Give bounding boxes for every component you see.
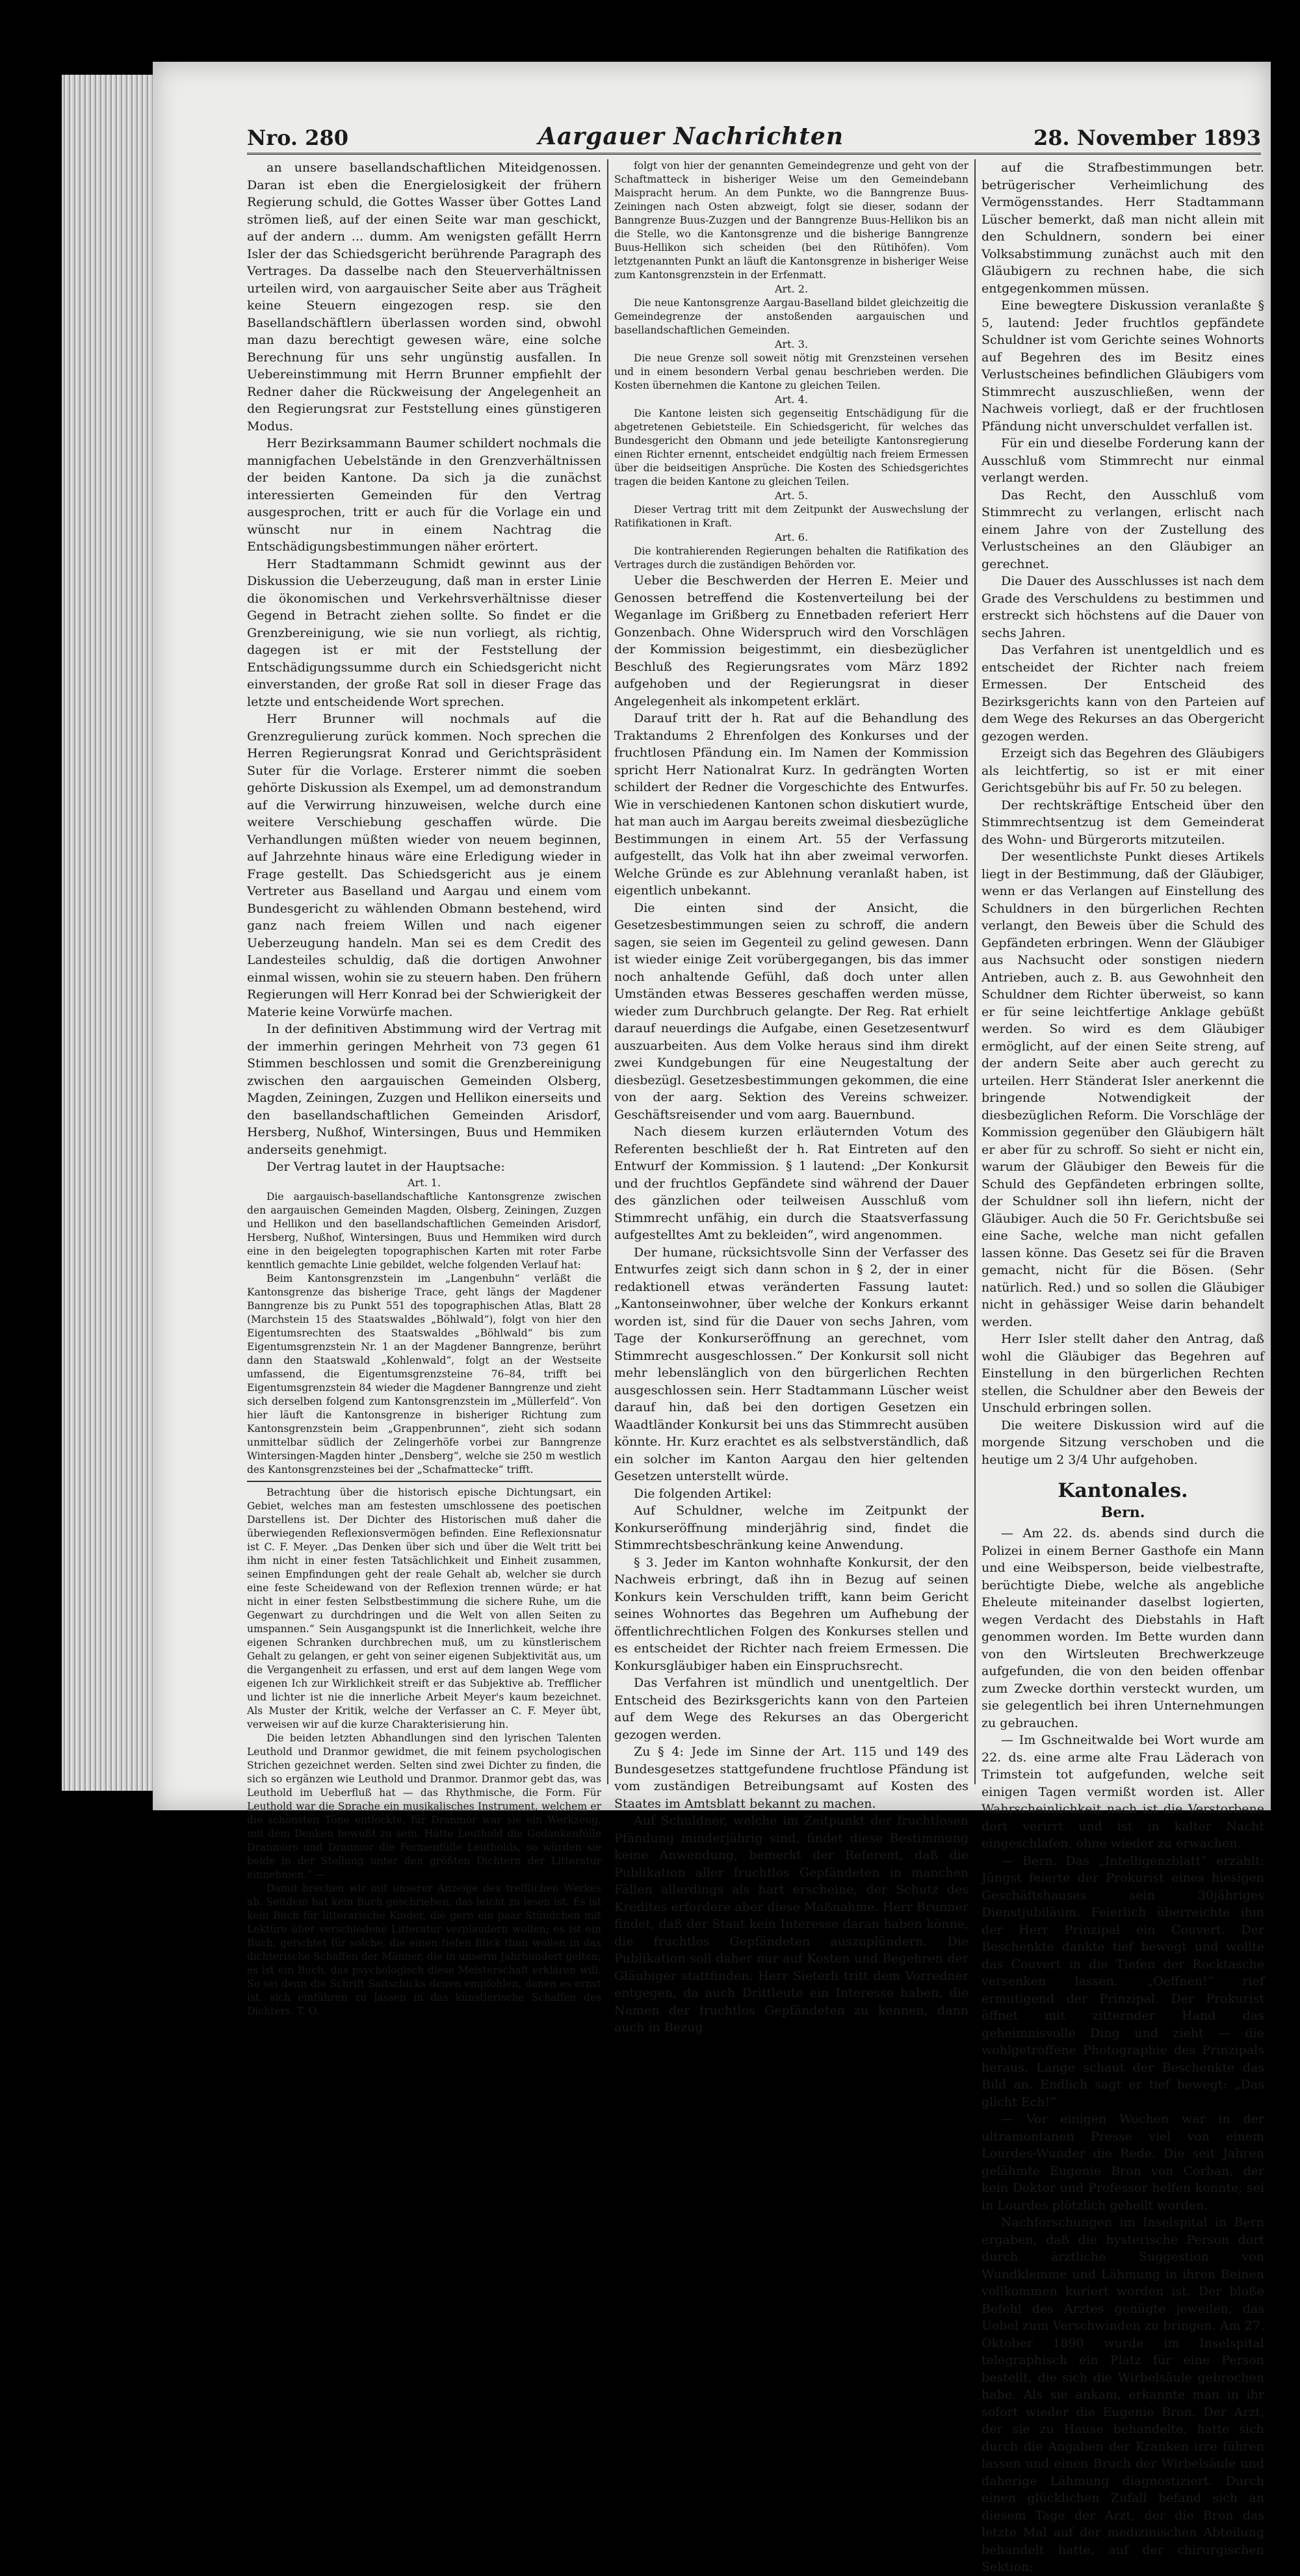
article-text: Die neue Kantonsgrenze Aargau-Baselland bildet gleichzeitig die Gemeindegrenze der anstoßenden aargauischen und basellandschaftlichen Gemeinden.: [614, 297, 968, 336]
treaty-paragraph: Beim Kantonsgrenzstein im „Langenbuhn“ verläßt die Kantonsgrenze das bisherige Trace, geht längs der Magdener Banngrenze bis zu Punkt 551 des topographischen Atlas, Blatt 28 (Marchstein 15 des Staatswaldes „Böhlwald“), folgt von hier den Eigentumsrechten des Staatswaldes „Böhlwald“ bis zum Eigentumsgrenzstein Nr. 1 an der Magdener Banngrenze, berührt dann den Staatswald „Kohlenwald“, folgt an der Westseite umfassend, die Eigentumsgrenzsteine 76–84, trifft bei Eigentumsgrenzstein 84 wieder die Magdener Banngrenze und zieht sich derselben folgend zum Kantonsgrenzstein im „Müllerfeld“. Von hier läuft die Kantonsgrenze in bisheriger Richtung zum Kantonsgrenzstein beim „Grappenbrunnen“, zieht sich sodann unmittelbar südlich der Zelingerhöfe vorbei zur Banngrenze Wintersingen-Magden hinter „Densberg“, welche sie 250 m westlich des Kantonsgrenzsteines bei der „Schafmattecke“ trifft.: [247, 1272, 601, 1476]
paragraph: Herr Bezirksammann Baumer schildert nochmals die mannigfachen Uebelstände in den Grenzverhältnissen der beiden Kantone. Da sich ja die zunächst interessierten Gemeinden für den Vertrag ausgesprochen, tritt er auch für die Vorlage ein und wünscht nur in einem Nachtrag die Entschädigungsbestimmungen näher erörtert.: [247, 436, 601, 554]
paragraph: Herr Brunner will nochmals auf die Grenzregulierung zurück kommen. Noch sprechen die Herren Regierungsrat Konrad und Gerichtspräsident Suter für die Vorlage. Ersterer nimmt die soeben gehörte Diskussion als Exempel, um ad demonstrandum auf die Verwirrung hinzuweisen, welche durch eine weitere Verschiebung geschaffen würde. Die Verhandlungen müßten wieder von neuem beginnen, auf Jahrzehnte hinaus wäre eine Erledigung wieder in Frage gestellt. Das Schiedsgericht aus je einem Vertreter aus Baselland und Aargau und einem vom Bundesgericht zu wählenden Obmann bestehend, wird ganz nach freiem Willen und nach eigener Ueberzeugung handeln. Man sei es dem Credit des Landesteiles schuldig, daß die dortigen Anwohner einmal wissen, wohin sie zu steuern haben. Den frühern Regierungen will Herr Konrad bei der Schwierigkeit der Materie keine Vorwürfe machen.: [247, 712, 601, 1019]
page-header: [247, 120, 1261, 155]
subsection-heading: Bern.: [1100, 1503, 1145, 1521]
feuilleton-paragraph: Betrachtung über die historisch epische Dichtungsart, ein Gebiet, welches man am festesten umschlossene des poetischen Darstellens ist. Der Dichter des Historischen muß daher die überwiegenden Reflexionsvermögen befinden. Eine Reflexionsnatur ist C. F. Meyer. „Das Denken über sich und über die Welt tritt bei ihm nicht in einer festen Tatsächlichkeit und Einheit zusammen, seinen Empfindungen geht der reale Gehalt ab, welcher sie durch eine feste Scheidewand von der Reflexion trennen würde; er hat nicht in einer festen Selbstbestimmung die sichere Ruhe, um die Gegenwart zu durchdringen und die Welt von allen Seiten zu umspannen.“ Sein Ausgangspunkt ist die Innerlichkeit, welche ihre eigenen Schranken durchbrechen muß, um zu künstlerischem Gehalt zu gelangen, er geht von seiner eigenen Subjektivität aus, um die Vergangenheit zu erfassen, und erst auf dem langen Wege vom eigenen Ich zur Wirklichkeit streift er das Subjektive ab. Trefflicher und lichter ist nie die innerliche Arbeit Meyer's kaum bezeichnet. Als Muster der Kritik, welche der Verfasser an C. F. Meyer übt, verweisen wir auf die kurze Charakterisierung hin.: [247, 1486, 601, 1730]
paragraph: Eine bewegtere Diskussion veranlaßte § 5, lautend: Jeder fruchtlos gepfändete Schuldner ist vom Gerichte seines Wohnorts auf Begehren des im Besitz eines Verlustscheines befindlichen Gläubigers vom Stimmrecht auszuschließen, wenn der Nachweis vorliegt, daß er der fruchtlosen Pfändung nicht unverschuldet verfallen ist.: [982, 298, 1264, 434]
paragraph: Das Verfahren ist unentgeldlich und es entscheidet der Richter nach freiem Ermessen. Der Entscheid des Bezirksgerichts kann von den Parteien auf dem Wege des Rekurses an das Obergericht gezogen werden.: [982, 643, 1264, 744]
paragraph: Der humane, rücksichtsvolle Sinn der Verfasser des Entwurfes zeigt sich dann schon in § 2, der in einer redaktionell etwas veränderten Fassung lautet: „Kantonseinwohner, über welche der Konkurs erkannt worden ist, sind für die Dauer von sechs Jahren, vom Tage der Konkurseröffnung an gerechnet, vom Stimmrecht ausgeschlossen.“ Der Konkursit soll nicht mehr lebenslänglich von den bürgerlichen Rechten ausgeschlossen sein. Herr Stadtammann Lüscher weist darauf hin, daß bei den dortigen Gesetzen ein Waadtländer Konkursit bei uns das Stimmrecht ausüben könnte. Hr. Kurz erachtet es als selbstverständlich, daß ein solcher im Kanton Aargau den hier geltenden Gesetzen unterstellt würde.: [614, 1245, 968, 1483]
news-item: Nachforschungen im Inselspital in Bern ergaben, daß die hysterische Person dort durch ärztliche Suggestion von Wundklemme und Lähmung in ihren Beinen vollkommen kuriert worden ist. Der bloße Befehl des Arztes genügte jeweilen, das Uebel zum Verschwinden zu bringen. Am 27. Oktober 1890 wurde im Inselspital telegraphisch ein Platz für eine Person bestellt, die sich die Wirbelsäule gebrochen habe. Als sie ankam, erkannte man in ihr sofort wieder die Eugenie Bron. Der Arzt, der sie zu Hause behandelte, hatte sich durch die Angaben der Kranken irre führen lassen und einen Bruch der Wirbelsäule und daherige Lähmung diagnostiziert. Durch einen glücklichen Zufall befand sich an diesem Tage der Arzt, der die Bron das letzte Mal auf der medizinischen Abteilung behandelt hatte, auf der chirurgischen Sektion;: [982, 2215, 1264, 2574]
news-item: — Vor einigen Wochen war in der ultramontanen Presse viel von einem Lourdes-Wunder die Rede. Die seit Jahren gelähmte Eugenie Bron von Corban, der kein Doktor und Professor helfen konnte, sei in Lourdes plötzlich geheilt worden.: [982, 2112, 1264, 2213]
paragraph: Für ein und dieselbe Forderung kann der Ausschluß vom Stimmrecht nur einmal verlangt werden.: [982, 436, 1264, 485]
paragraph: Die Dauer des Ausschlusses ist nach dem Grade des Verschuldens zu bestimmen und erstreckt sich höchstens auf die Dauer von sechs Jahren.: [982, 574, 1264, 640]
paragraph: Die folgenden Artikel:: [634, 1486, 772, 1501]
paragraph: Auf Schuldner, welche im Zeitpunkt der fruchtlosen Pfändung minderjährig sind, findet diese Bestimmung keine Anwendung, bemerkt der Referent, daß die Publikation aller fruchtlos Gepfändeten in manchen Fällen allerdings als hart erscheine, der Schutz des Kredites erfordere aber diese Maßnahme. Herr Brunner findet, daß der Staat kein Interesse daran haben könne, die fruchtlos Gepfändeten auszuplündern. Die Publikation soll daher nur auf Kosten und Begehren der Gläubiger stattfinden. Herr Sieterli tritt dem Vorredner entgegen, da auch Drittleute ein Interesse haben, die Namen der fruchtlos Gepfändeten zu kennen, dann auch in Bezug: [614, 1814, 968, 2035]
paragraph: auf die Strafbestimmungen betr. betrügerischer Verheimlichung des Vermögensstandes. Herr Stadtammann Lüscher bemerkt, daß man nicht allein mit den Schuldnern, sondern bei einer Volksabstimmung zunächst auch mit den Gläubigern zu rechnen habe, die sich entgegenkommen müssen.: [982, 161, 1264, 296]
paragraph: Ueber die Beschwerden der Herren E. Meier und Genossen betreffend die Kostenverteilung bei der Weganlage im Grißberg zu Ennetbaden referiert Herr Gonzenbach. Ohne Widerspruch wird den Vorschlägen der Kommission beigestimmt, ein diesbezüglicher Beschluß des Regierungsrates vom März 1892 aufgehoben und der Regierungsrat in dieser Angelegenheit als inkompetent erklärt.: [614, 573, 968, 709]
paragraph: Herr Stadtammann Schmidt gewinnt aus der Diskussion die Ueberzeugung, daß man in erster Linie die ökonomischen und Verkehrsverhältnisse dieser Gegend in Betracht ziehen sollte. So findet er die Grenzbereinigung, wie sie nun vorliegt, als richtig, dagegen ist er mit der Feststellung der Entschädigungssumme durch ein Schiedsgericht nicht einverstanden, der große Rat soll in dieser Frage das letzte und entscheidende Wort sprechen.: [247, 556, 601, 709]
article-heading: Art. 5.: [774, 489, 809, 502]
article-text: Die Kantone leisten sich gegenseitig Entschädigung für die abgetretenen Gebietsteile. Ein Schiedsgericht, für welches das Bundesgericht den Obmann und jede beteiligte Kantonsregierung einen Richter ernennt, entscheidet endgültig nach freiem Ermessen über die beidseitigen Ansprüche. Die Kosten des Schiedsgerichtes tragen die beiden Kantone zu gleichen Teilen.: [614, 408, 968, 488]
article-text: Die kontrahierenden Regierungen behalten die Ratifikation des Vertrages durch die zuständigen Behörden vor.: [614, 545, 968, 571]
news-item: — Am 22. ds. abends sind durch die Polizei in einem Berner Gasthofe ein Mann und eine Weibsperson, beide vielbestrafte, berüchtigte Diebe, welche als angebliche Eheleute miteinander daselbst logierten, wegen Verdacht des Diebstahls in Haft genommen worden. Im Bette wurden dann von den Wirtsleuten Brechwerkzeuge aufgefunden, die von den beiden offenbar zum Zwecke dorthin versteckt wurden, um sie gelegentlich bei ihren Unternehmungen zu gebrauchen.: [982, 1526, 1264, 1730]
treaty-paragraph: Die aargauisch-basellandschaftliche Kantonsgrenze zwischen den aargauischen Gemeinden Magden, Olsberg, Zeiningen, Zuzgen und Hellikon und den basellandschaftlichen Gemeinden Arisdorf, Hersberg, Nußhof, Wintersingen, Buus und Hemmiken wird durch eine in den beigelegten topographischen Karten mit roter Farbe kenntlich gemachte Linie gebildet, welche folgenden Verlauf hat:: [247, 1190, 601, 1271]
article-text: Dieser Vertrag tritt mit dem Zeitpunkt der Auswechslung der Ratifikationen in Kraft.: [614, 504, 968, 529]
paragraph: Auf Schuldner, welche im Zeitpunkt der Konkurseröffnung minderjährig sind, findet die Stimmrechtsbeschränkung keine Anwendung.: [614, 1503, 968, 1552]
column-2: [614, 159, 968, 2035]
article-heading: Art. 3.: [774, 338, 809, 350]
paragraph: an unsere basellandschaftlichen Miteidgenossen. Daran ist eben die Energielosigkeit der frühern Regierung schuld, die Gottes Wasser über Gottes Land strömen ließ, auf der einen Seite war man geschickt, auf der andern ... dumm. Am wenigsten gefällt Herrn Isler der das Schiedsgericht berührende Paragraph des Vertrages. Da dasselbe nach den Steuerverhältnissen urteilen wird, von aargauischer Seite aber aus Trägheit keine Steuern eingezogen resp. sie den Basellandschäftlern überlassen worden sind, obwohl man dazu berechtigt gewesen wäre, eine solche Berechnung für uns sehr ungünstig ausfallen. In Uebereinstimmung mit Herrn Brunner empfiehlt der Redner daher die Rückweisung der Angelegenheit an den Regierungsrat zur Feststellung eines günstigeren Modus.: [247, 161, 601, 434]
issue-date: 28. November 1893: [1033, 125, 1261, 150]
paragraph: Die weitere Diskussion wird auf die morgende Sitzung verschoben und die heutige um 2 3/4 Uhr aufgehoben.: [982, 1418, 1264, 1467]
article-heading: Art. 4.: [774, 393, 809, 406]
article-heading: Art. 1.: [407, 1176, 441, 1189]
article-heading: Art. 6.: [774, 531, 809, 543]
paragraph: Der wesentlichste Punkt dieses Artikels liegt in der Bestimmung, daß der Gläubiger, wenn er das Verlangen auf Einstellung des Schuldners in den bürgerlichen Rechten verlangt, den Beweis über die Schuld des Gepfändeten erbringen. Wenn der Gläubiger aus Nachsucht oder sonstigen niedern Antrieben, auch z. B. aus Gewohnheit den Schuldner dem Richter überweist, so kann er für seine leichtfertige Anklage gebüßt werden. So wird es dem Gläubiger ermöglicht, auf der einen Seite streng, auf der andern Seite aber auch gerecht zu urteilen. Herr Ständerat Isler anerkennt die bringende Notwendigkeit der diesbezüglichen Reform. Die Vorschläge der Kommission gegenüber den Gläubigern hält er aber für zu schroff. So sieht er nicht ein, warum der Gläubiger den Beweis für die Schuld des Gepfändeten erbringen sollte, der Schuldner soll ihn liefern, nicht der Gläubiger. Auch die 50 Fr. Gerichtsbuße sei eine Sache, welche man nicht gefallen lassen könne. Das Gesetz sei für die Braven gemacht, nicht für die Bösen. (Sehr natürlich. Red.) und so sollen die Gläubiger nicht in gehässiger Weise darin behandelt werden.: [982, 850, 1264, 1329]
paragraph: Der rechtskräftige Entscheid über den Stimmrechtsentzug ist dem Gemeinderat des Wohn- und Bürgerorts mitzuteilen.: [982, 798, 1264, 847]
paragraph: Erzeigt sich das Begehren des Gläubigers als leichtfertig, so ist er mit einer Gerichtsgebühr bis auf Fr. 50 zu belegen.: [982, 746, 1264, 795]
paragraph: § 3. Jeder im Kanton wohnhafte Konkursit, der den Nachweis erbringt, daß ihn in Bezug auf seinen Konkurs kein Verschulden trifft, kann beim Gericht seines Wohnortes das Begehren um Aufhebung der öffentlichrechtlichen Folgen des Konkurses stellen und es entscheidet der Richter nach freiem Ermessen. Die Konkursgläubiger haben ein Einspruchsrecht.: [614, 1555, 968, 1673]
paragraph: Die einten sind der Ansicht, die Gesetzesbestimmungen seien zu schroff, die andern sagen, sie seien im Gegenteil zu gelind gewesen. Dann ist wieder einige Zeit vorübergegangen, bis das immer noch anhaltende Gefühl, daß doch unter allen Umständen etwas Besseres geschaffen werden müsse, wieder zum Durchbruch gelangte. Der Reg. Rat erhielt darauf neuerdings die Aufgabe, einen Gesetzesentwurf auszuarbeiten. Aus dem Volke heraus sind ihm direkt zwei Kundgebungen für eine Neugestaltung der diesbezügl. Gesetzesbestimmungen gekommen, die eine von der aarg. Sektion des Vereins schweizer. Geschäftsreisender und vom aarg. Bauernbund.: [614, 900, 968, 1122]
book-page-edges: [62, 75, 153, 1791]
paragraph: In der definitiven Abstimmung wird der Vertrag mit der immerhin geringen Mehrheit von 73 gegen 61 Stimmen beschlossen und somit die Grenzbereinigung zwischen den aargauischen Gemeinden Olsberg, Magden, Zeiningen, Zuzgen und Hellikon einerseits und den basellandschaftlichen Gemeinden Arisdorf, Hersberg, Nußhof, Wintersingen, Buus und Hemmiken anderseits genehmigt.: [247, 1022, 601, 1157]
issue-number: Nro. 280: [247, 125, 348, 150]
treaty-paragraph: folgt von hier der genannten Gemeindegrenze und geht von der Schaftmatteck in bisheriger Weise um den Gemeindebann Maispracht herum. An dem Punkte, wo die Banngrenze Buus-Zeiningen nach Osten abzweigt, folgt sie dieser, sodann der Banngrenze Buus-Zuzgen und der Banngrenze Buus-Hellikon bis an die Stelle, wo die Kantonsgrenze und die bisherige Banngrenze Buus-Hellikon sich scheiden (bei den Rütihöfen). Vom letztgenannten Punkt an läuft die Kantonsgrenze in bisheriger Weise zum Kantonsgrenzstein in der Erfenmatt.: [614, 160, 968, 281]
section-heading: Kantonales.: [1058, 1479, 1188, 1502]
paragraph: Zu § 4: Jede im Sinne der Art. 115 und 149 des Bundesgesetzes stattgefundene fruchtlose Pfändung ist vom zuständigen Betreibungsamt auf Kosten des Staates im Amtsblatt bekannt zu machen.: [614, 1745, 968, 1811]
feuilleton-divider: [247, 1481, 601, 1482]
column-divider: [974, 159, 976, 1784]
article-heading: Art. 2.: [774, 283, 809, 295]
paragraph: Nach diesem kurzen erläuternden Votum des Referenten beschließt der h. Rat Eintreten auf den Entwurf der Kommission. § 1 lautend: „Der Konkursit und der fruchtlos Gepfändete sind während der Dauer des gänzlichen oder teilweisen Ausschluß vom Stimmrecht unfähig, ein durch die Staatsverfassung aufgestelltes Amt zu bekleiden“, wird angenommen.: [614, 1125, 968, 1242]
paragraph: Herr Isler stellt daher den Antrag, daß wohl die Gläubiger das Begehren auf Einstellung in den bürgerlichen Rechten stellen, die Schuldner aber den Beweis der Unschuld erbringen sollen.: [982, 1332, 1264, 1415]
paragraph: Darauf tritt der h. Rat auf die Behandlung des Traktandums 2 Ehrenfolgen des Konkurses und der fruchtlosen Pfändung ein. Im Namen der Kommission spricht Herr Nationalrat Kurz. In gedrängten Worten schildert der Redner die Vorgeschichte des Entwurfes. Wie in verschiedenen Kantonen schon diskutiert wurde, hat man auch im Aargau bereits zweimal diesbezügliche Bestimmungen in einem Art. 55 der Verfassung aufgestellt, das Volk hat ihn aber zweimal verworfen. Welche Gründe es zur Ablehnung veranlaßt haben, ist eigentlich unbekannt.: [614, 711, 968, 898]
feuilleton-paragraph: Damit brechen wir mit unserer Anzeige des trefflichen Werkes ab. Seitdem hat kein Buch geschrieben, das leicht zu lesen ist. Es ist kein Buch für litterarische Kinder, die gern ein paar Stündchen mit Lektüre über verschiedene Litteratur verplaudern wollen; es ist ein Buch, gerichtet für solche, die einen tiefen Blick thun wollen in das dichterische Schaffen der Männer, die in unserm Jahrhundert gelten; es ist ein Buch, das psychologisch diese Meisterschaft erklären will. So sei denn die Schrift Saitschicks denen empfohlen, denen es ernst ist, sich einführen zu lassen in das künstlerische Schaffen des Dichters. T. O.: [247, 1882, 601, 2017]
paragraph: Das Verfahren ist mündlich und unentgeltlich. Der Entscheid des Bezirksgerichts kann von den Parteien auf dem Wege des Rekurses an das Obergericht gezogen werden.: [614, 1676, 968, 1742]
paragraph: Der Vertrag lautet in der Hauptsache:: [266, 1160, 505, 1174]
newspaper-title: Aargauer Nachrichten: [538, 123, 844, 150]
column-divider: [607, 159, 608, 1784]
news-item: — Bern. Das „Intelligenzblatt“ erzählt: Jüngst feierte der Prokurist eines hiesigen Geschäftshauses sein 30jähriges Dienstjubiläum. Feierlich überreichte ihm der Herr Prinzipal ein Couvert. Der Beschenkte dankte tief bewegt und wollte das Couvert in die Tiefen der Rocktasche versenken lassen. „Oeffnen!“ rief ermutigend der Prinzipal. Der Prokurist öffnet mit zitternder Hand das geheimnisvolle Ding und zieht — die wohlgetroffene Photographie des Prinzipals heraus. Lange schaut der Beschenkte das Bild an. Endlich sagt er tief bewegt: „Das glicht Ech!“: [982, 1853, 1264, 2109]
article-text: Die neue Grenze soll soweit nötig mit Grenzsteinen versehen und in einem besondern Verbal genau beschrieben werden. Die Kosten übernehmen die Kantone zu gleichen Teilen.: [614, 352, 968, 391]
feuilleton-paragraph: Die beiden letzten Abhandlungen sind den lyrischen Talenten Leuthold und Dranmor gewidmet, die mit feinem psychologischen Strichen gezeichnet werden. Selten sind zwei Dichter zu finden, die sich so ergänzen wie Leuthold und Dranmor. Dranmor gebt das, was Leuthold im Ueberfluß hat — das Rhythmische, die Form. Für Leuthold war die Sprache ein musikalisches Instrument, welchem er die schönsten Töne entlockte, für Dranmor war sie ein Werkzeug, mit dem Denken bewußt zu sein. Hätte Leuthold die Gedankenfülle Dranmors und Dranmor die Formenfülle Leutholds, so würden sie beide in der Stellung unter den größten Dichtern der Litteratur einnehmen.“ —: [247, 1732, 601, 1880]
column-3: [982, 159, 1264, 2574]
newspaper-page: [153, 62, 1271, 2574]
paragraph: Das Recht, den Ausschluß vom Stimmrecht zu verlangen, erlischt nach einem Jahre von der Zustellung des Verlustscheines an den Gläubiger an gerechnet.: [982, 488, 1264, 571]
news-item: — Im Gschneitwalde bei Wort wurde am 22. ds. eine arme alte Frau Läderach von Trimstein tot aufgefunden, welche seit einigen Tagen vermißt worden ist. Aller Wahrscheinlichkeit nach ist die Verstorbene dort verirrt und ist in kalter Nacht eingeschlafen, ohne wieder zu erwachen.: [982, 1733, 1264, 1851]
column-1: [247, 159, 601, 2017]
